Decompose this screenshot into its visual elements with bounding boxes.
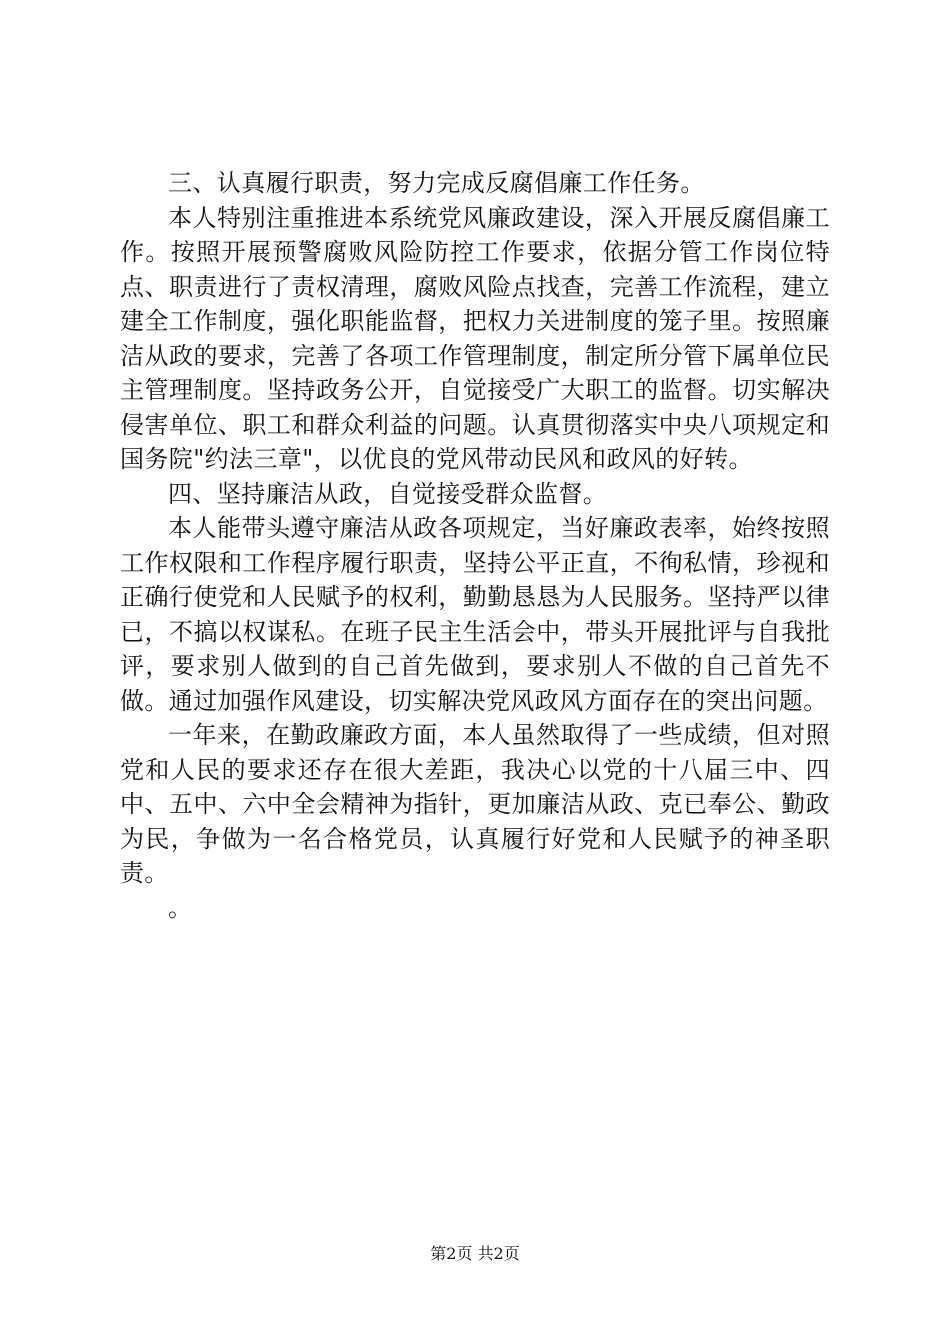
trailing-mark: 。	[168, 893, 193, 922]
body-paragraph: 本人特别注重推进本系统党风廉政建设，深入开展反腐倡廉工作。按照开展预警腐败风险防控工作要求，依据分管工作岗位特点、职责进行了责权清理，腐败风险点找查，完善工作流程，建立建全工作制度，强化职能监督，把权力关进制度的笼子里。按照廉洁从政的要求，完善了各项工作管理制度，制定所分管下属单位民主管理制度。坚持政务公开，自觉接受广大职工的监督。切实解决侵害单位、职工和群众利益的问题。认真贯彻落实中央八项规定和国务院"约法三章"，以优良的党风带动民风和政风的好转。	[120, 203, 830, 473]
closing-paragraph: 一年来，在勤政廉政方面，本人虽然取得了一些成绩，但对照党和人民的要求还存在很大差距，我决心以党的十八届三中、四中、五中、六中全会精神为指针，更加廉洁从政、克已奉公、勤政为民，争做为一名合格党员，认真履行好党和人民赋予的神圣职责。	[120, 721, 830, 887]
section-heading-4: 四、坚持廉洁从政，自觉接受群众监督。	[168, 479, 608, 508]
document-body	[120, 166, 830, 925]
body-paragraph: 本人能带头遵守廉洁从政各项规定，当好廉政表率，始终按照工作权限和工作程序履行职责，坚持公平正直，不徇私情，珍视和正确行使党和人民赋予的权利，勤勤恳恳为人民服务。坚持严以律已，不搞以权谋私。在班子民主生活会中，带头开展批评与自我批评，要求别人做到的自己首先做到，要求别人不做的自己首先不做。通过加强作风建设，切实解决党风政风方面存在的突出问题。	[120, 514, 830, 715]
section-heading-3: 三、认真履行职责，努力完成反腐倡廉工作任务。	[168, 169, 705, 197]
page-footer: 第2页 共2页	[430, 1244, 520, 1263]
